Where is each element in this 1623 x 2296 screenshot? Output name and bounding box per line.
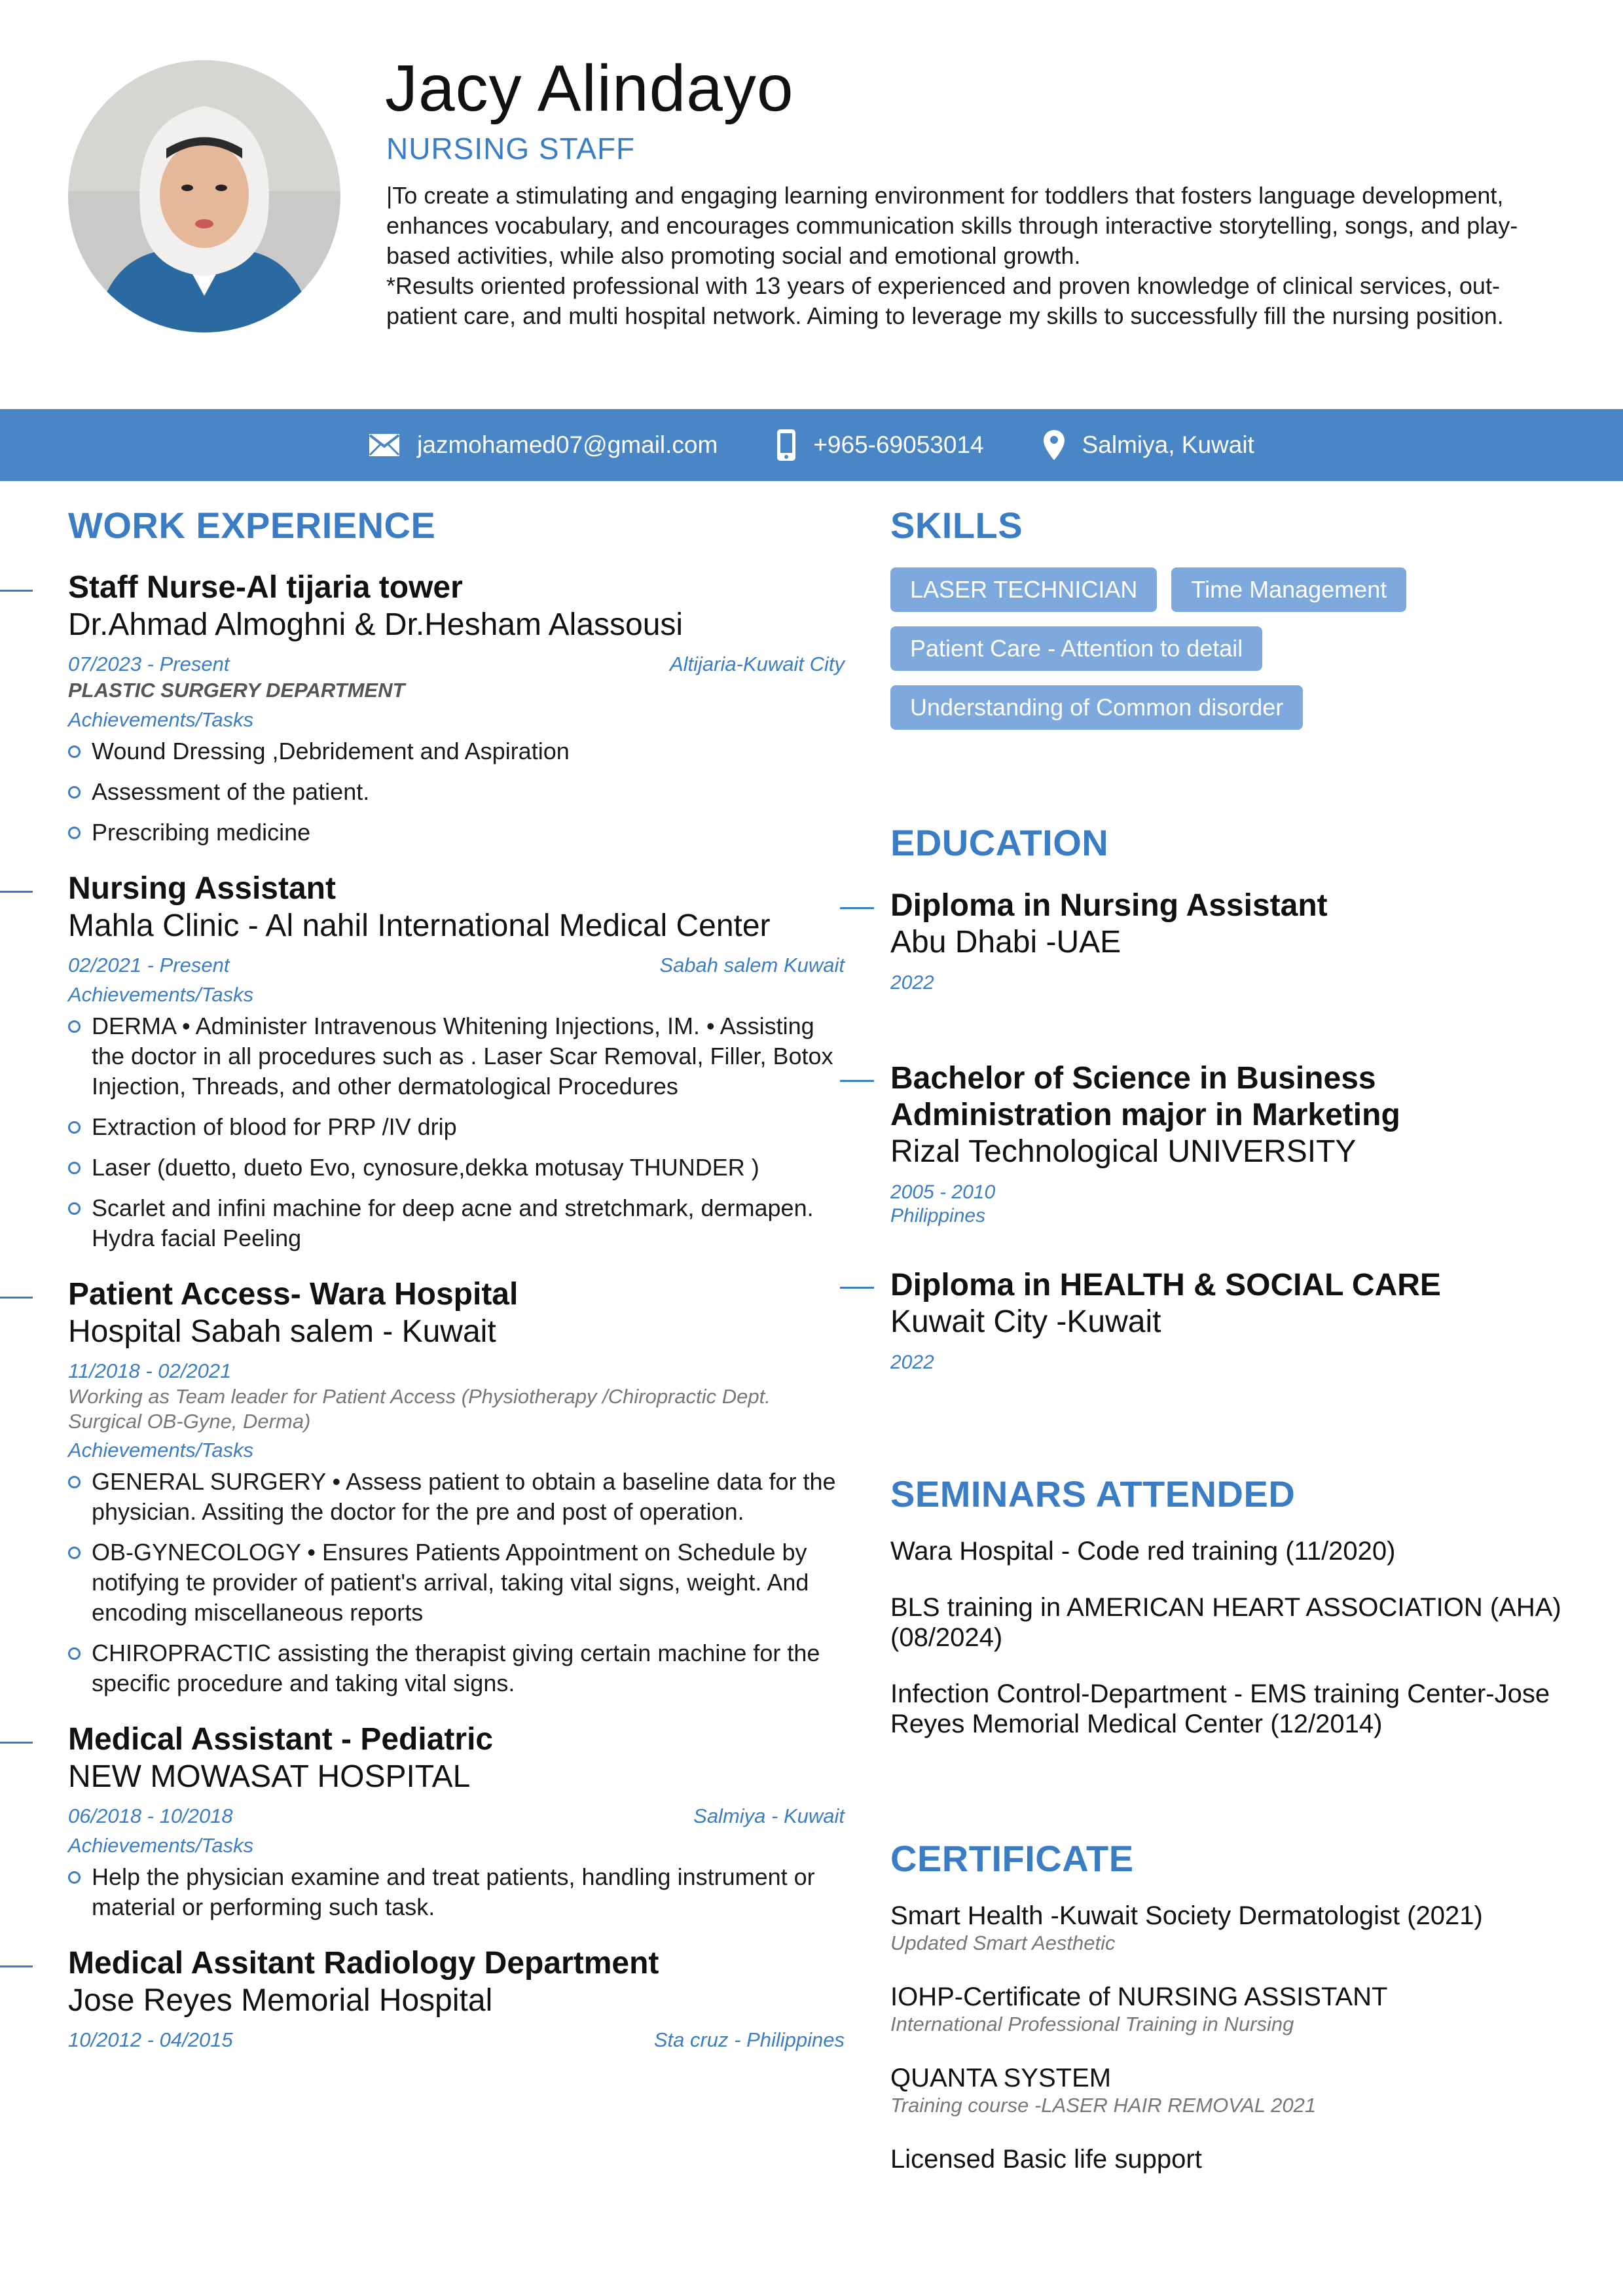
skills-heading: SKILLS	[890, 505, 1023, 546]
task-item: Scarlet and infini machine for deep acne and stretchmark, dermapen. Hydra facial Peeling	[68, 1193, 845, 1253]
certificate-name: QUANTA SYSTEM	[890, 2064, 1112, 2092]
job-location: Salmiya - Kuwait	[693, 1804, 845, 1827]
task-list	[68, 1862, 845, 1922]
education-entry	[890, 1060, 1584, 1228]
task-list	[68, 1011, 845, 1253]
school: Kuwait City -Kuwait	[890, 1304, 1161, 1339]
job-title: Nursing Assistant	[68, 871, 336, 906]
education-date: 2022	[890, 972, 934, 994]
education-entry	[890, 1267, 1584, 1374]
seminars-heading: SEMINARS ATTENDED	[890, 1473, 1296, 1515]
job-marker	[0, 590, 33, 592]
contact-email[interactable]	[369, 431, 718, 459]
task-item: Extraction of blood for PRP /IV drip	[68, 1112, 845, 1142]
work-experience-heading: WORK EXPERIENCE	[68, 505, 436, 546]
job-organization: NEW MOWASAT HOSPITAL	[68, 1759, 471, 1794]
job-entry	[0, 1276, 845, 1698]
job-dates: 06/2018 - 10/2018	[68, 1804, 233, 1827]
profile-summary	[386, 181, 1558, 331]
phone-text: +965-69053014	[813, 431, 984, 458]
phone-icon	[776, 429, 796, 461]
degree: Diploma in Nursing Assistant	[890, 888, 1328, 923]
certificate-name: IOHP-Certificate of NURSING ASSISTANT	[890, 1982, 1388, 2011]
skill-tag: Time Management	[1171, 567, 1406, 612]
school: Rizal Technological UNIVERSITY	[890, 1134, 1357, 1169]
task-list	[68, 736, 845, 848]
job-marker	[0, 891, 33, 893]
job-dates: 10/2012 - 04/2015	[68, 2028, 233, 2051]
achievements-label: Achievements/Tasks	[68, 708, 254, 731]
education-entry	[890, 888, 1584, 995]
education-date: 2005 - 2010	[890, 1181, 996, 1203]
skill-tag: Understanding of Common disorder	[890, 685, 1303, 730]
contact-location	[1043, 429, 1254, 461]
job-title: Medical Assistant - Pediatric	[68, 1722, 494, 1757]
contact-phone[interactable]	[776, 429, 983, 461]
task-item: DERMA • Administer Intravenous Whitening Injections, IM. • Assisting the doctor in all procedures such as . Laser Scar Removal, Filler, Botox Injection, Threads, and other dermatological Procedures	[68, 1011, 845, 1102]
task-item: Wound Dressing ,Debridement and Aspiration	[68, 736, 845, 766]
email-text: jazmohamed07@gmail.com	[417, 431, 718, 458]
education-marker	[840, 1287, 874, 1289]
location-text: Salmiya, Kuwait	[1082, 431, 1254, 458]
job-description: Working as Team leader for Patient Access (Physiotherapy /Chiropractic Dept. Surgical OB-Gyne, Derma)	[68, 1385, 771, 1433]
job-organization: Dr.Ahmad Almoghni & Dr.Hesham Alassousi	[68, 607, 684, 642]
degree: Diploma in HEALTH & SOCIAL CARE	[890, 1268, 1441, 1302]
task-item: Help the physician examine and treat patients, handling instrument or material or performing such task.	[68, 1862, 845, 1922]
education-marker	[840, 1080, 874, 1082]
skill-tag: Patient Care - Attention to detail	[890, 626, 1262, 671]
job-dates: 02/2021 - Present	[68, 954, 230, 977]
profile-photo	[68, 60, 340, 332]
job-title: Staff Nurse-Al tijaria tower	[68, 570, 463, 605]
school: Abu Dhabi -UAE	[890, 925, 1122, 960]
task-item: Assessment of the patient.	[68, 777, 845, 807]
job-entry	[0, 870, 845, 1253]
job-organization: Jose Reyes Memorial Hospital	[68, 1983, 493, 2018]
job-meta	[68, 2027, 845, 2053]
seminar-item: Wara Hospital - Code red training (11/2020)	[890, 1537, 1396, 1566]
job-dates: 07/2023 - Present	[68, 653, 230, 675]
achievements-label: Achievements/Tasks	[68, 1439, 254, 1462]
education-heading: EDUCATION	[890, 822, 1109, 863]
certificate-detail: International Professional Training in Nursing	[890, 2013, 1294, 2036]
job-entry	[0, 1721, 845, 1922]
job-entry	[0, 569, 845, 848]
left-column	[0, 504, 864, 2053]
summary-paragraph-1: |To create a stimulating and engaging learning environment for toddlers that fosters language development, enhances vocabulary, and encourages communication skills through interactive storytelling, songs, and play-based activities, while also promoting social and emotional growth.	[386, 182, 1518, 269]
resume-header	[0, 0, 1623, 406]
skill-tags	[890, 567, 1545, 730]
seminar-item: BLS training in AMERICAN HEART ASSOCIATION (AHA) (08/2024)	[890, 1593, 1561, 1652]
skill-tag: LASER TECHNICIAN	[890, 567, 1157, 612]
candidate-name: Jacy Alindayo	[385, 52, 794, 125]
seminar-item: Infection Control-Department - EMS training Center-Jose Reyes Memorial Medical Center (12/2014)	[890, 1679, 1550, 1738]
certificate-name: Licensed Basic life support	[890, 2145, 1202, 2174]
job-meta	[68, 651, 845, 677]
job-location: Sabah salem Kuwait	[659, 954, 845, 977]
education-date: 2022	[890, 1352, 934, 1373]
location-pin-icon	[1043, 429, 1065, 461]
achievements-label: Achievements/Tasks	[68, 983, 254, 1006]
job-location: Altijaria-Kuwait City	[669, 653, 845, 675]
task-item: Prescribing medicine	[68, 817, 845, 848]
task-item: GENERAL SURGERY • Assess patient to obtain a baseline data for the physician. Assiting the doctor for the pre and post of operation.	[68, 1467, 845, 1527]
job-organization: Hospital Sabah salem - Kuwait	[68, 1314, 496, 1349]
certificate-detail: Training course -LASER HAIR REMOVAL 2021	[890, 2094, 1317, 2117]
job-department: PLASTIC SURGERY DEPARTMENT	[68, 679, 405, 702]
job-organization: Mahla Clinic - Al nahil International Medical Center	[68, 908, 771, 943]
job-marker	[0, 1965, 33, 1967]
task-item: OB-GYNECOLOGY • Ensures Patients Appointment on Schedule by notifying te provider of patient's arrival, taking vital signs, weight. And encoding miscellaneous reports	[68, 1537, 845, 1628]
job-entry	[0, 1945, 845, 2053]
summary-paragraph-2: *Results oriented professional with 13 years of experienced and proven knowledge of clinical services, out-patient care, and multi hospital network. Aiming to leverage my skills to successfully fill the nursing position.	[386, 272, 1504, 329]
degree: Bachelor of Science in Business Administration major in Marketing	[890, 1061, 1400, 1132]
right-column	[890, 504, 1584, 2174]
education-marker	[840, 907, 874, 909]
certificate-detail: Updated Smart Aesthetic	[890, 1931, 1116, 1954]
job-title: NURSING STAFF	[386, 132, 636, 166]
task-item: CHIROPRACTIC assisting the therapist giving certain machine for the specific procedure and taking vital signs.	[68, 1638, 845, 1698]
job-marker	[0, 1742, 33, 1744]
job-location: Sta cruz - Philippines	[653, 2028, 845, 2051]
job-meta	[68, 952, 845, 978]
education-place: Philippines	[890, 1205, 986, 1227]
certificate-heading: CERTIFICATE	[890, 1838, 1134, 1879]
envelope-icon	[369, 433, 400, 457]
task-list	[68, 1467, 845, 1698]
job-title: Medical Assitant Radiology Department	[68, 1946, 659, 1981]
certificate-name: Smart Health -Kuwait Society Dermatologist (2021)	[890, 1901, 1483, 1930]
contact-bar	[0, 409, 1623, 481]
job-meta	[68, 1358, 845, 1384]
task-item: Laser (duetto, dueto Evo, cynosure,dekka motusay THUNDER )	[68, 1153, 845, 1183]
job-dates: 11/2018 - 02/2021	[68, 1359, 232, 1382]
job-title: Patient Access- Wara Hospital	[68, 1277, 519, 1312]
job-meta	[68, 1803, 845, 1829]
achievements-label: Achievements/Tasks	[68, 1834, 254, 1857]
job-marker	[0, 1297, 33, 1299]
